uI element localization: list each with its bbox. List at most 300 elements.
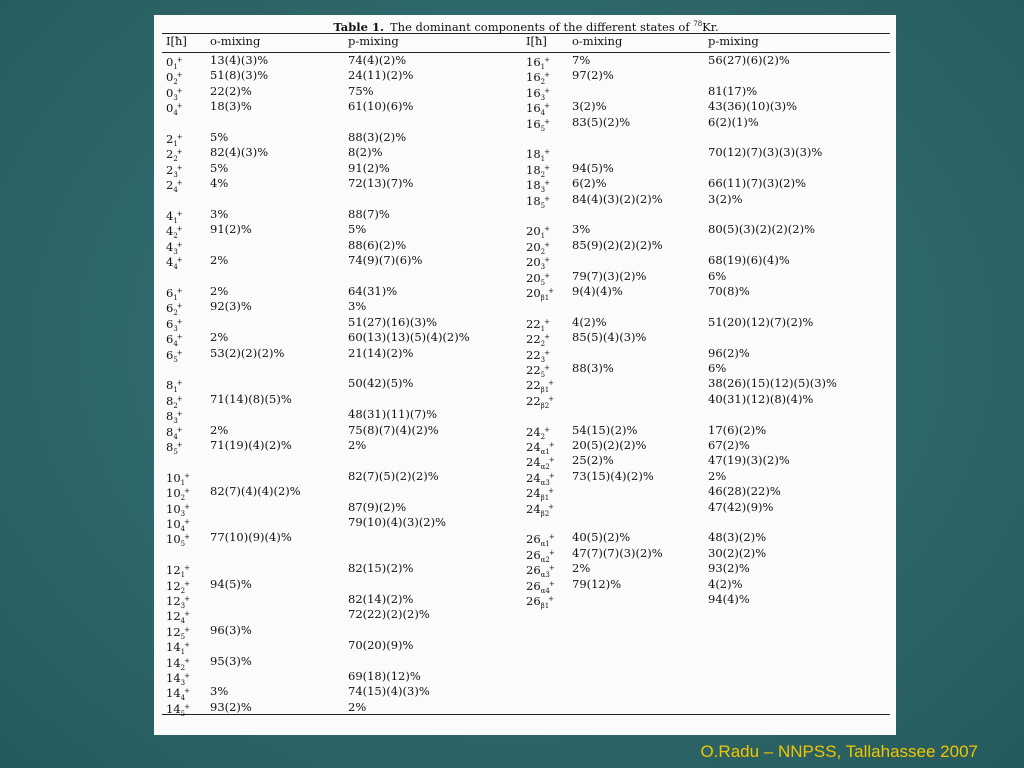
parity-plus: + <box>544 71 550 80</box>
spin-value: 22 <box>526 332 541 347</box>
table-row <box>162 192 890 208</box>
state-index: 5 <box>540 201 546 210</box>
o-mixing-right: 73(15)(4)(2)% <box>572 468 654 483</box>
parity-plus: + <box>184 702 190 711</box>
spin-value: 6 <box>166 347 174 362</box>
state-index: 2 <box>540 78 546 87</box>
o-mixing-left: 2% <box>210 422 229 437</box>
o-mixing-left: 91(2)% <box>210 222 252 237</box>
state-index: α2 <box>540 463 550 472</box>
spin-value: 24 <box>526 501 541 516</box>
parity-plus: + <box>184 672 190 680</box>
parity-plus: + <box>184 502 190 511</box>
o-mixing-left: 18(3)% <box>210 99 252 114</box>
spin-value: 16 <box>526 70 541 85</box>
spin-value: 4 <box>166 255 174 270</box>
parity-plus: + <box>176 179 183 188</box>
table-row <box>162 376 890 395</box>
state-index: α3 <box>540 478 550 487</box>
p-mixing-right: 48(3)(2)% <box>708 530 767 545</box>
p-mixing-right: 38(26)(15)(12)(5)(3)% <box>708 376 837 391</box>
parity-plus: + <box>548 456 555 465</box>
p-mixing-left: 61(10)(6)% <box>348 99 414 114</box>
o-mixing-left: 71(19)(4)(2)% <box>210 438 292 452</box>
parity-plus: + <box>176 163 183 172</box>
state-index: 2 <box>540 340 546 349</box>
o-mixing-left: 2% <box>210 330 229 345</box>
o-mixing-right: 83(5)(2)% <box>572 114 631 129</box>
table-row <box>162 500 890 516</box>
state-index: 2 <box>173 155 178 164</box>
p-mixing-left: 5% <box>348 222 367 237</box>
o-mixing-right: 97(2)% <box>572 68 614 83</box>
state-index: 3 <box>540 93 546 102</box>
parity-plus: + <box>176 86 183 95</box>
parity-plus: + <box>548 579 555 588</box>
spin-value: 2 <box>166 178 174 193</box>
spin-value: 26 <box>526 547 541 562</box>
state-index: 3 <box>173 417 178 426</box>
state-index: 1 <box>173 294 178 302</box>
spin-value: 8 <box>166 440 174 454</box>
p-mixing-left: 82(14)(2)% <box>348 592 414 606</box>
state-index: 3 <box>540 263 546 272</box>
o-mixing-left: 93(2)% <box>210 699 252 714</box>
state-index: 3 <box>540 355 546 364</box>
state-index: 2 <box>540 247 546 256</box>
parity-plus: + <box>544 56 550 64</box>
table-row <box>162 130 890 146</box>
o-mixing-left: 22(2)% <box>210 83 252 98</box>
state-index: α2 <box>540 555 550 564</box>
spin-value: 6 <box>166 332 174 347</box>
table-row <box>162 515 890 531</box>
spin-value: 14 <box>166 701 181 716</box>
table-row <box>162 222 890 241</box>
parity-plus: + <box>176 71 183 80</box>
o-mixing-right: 2% <box>572 561 591 576</box>
table-row <box>162 407 890 426</box>
state-index: 5 <box>173 355 178 364</box>
state-index: 5 <box>540 371 546 379</box>
table-row <box>162 577 890 593</box>
p-mixing-right: 66(11)(7)(3)(2)% <box>708 176 807 191</box>
parity-plus: + <box>548 287 555 295</box>
spin-value: 6 <box>166 316 174 331</box>
parity-plus: + <box>184 579 190 588</box>
parity-plus: + <box>176 102 183 111</box>
spin-value: 10 <box>166 486 181 501</box>
spin-value: 24 <box>526 470 541 485</box>
parity-plus: + <box>176 441 183 449</box>
p-mixing-left: 87(9)(2)% <box>348 499 407 514</box>
p-mixing-right: 17(6)(2)% <box>708 422 767 437</box>
state-index: 5 <box>180 632 186 641</box>
p-mixing-left: 2% <box>348 438 367 452</box>
spin-value: 18 <box>526 178 541 193</box>
parity-plus: + <box>176 210 183 218</box>
p-mixing-left: 91(2)% <box>348 160 390 175</box>
o-mixing-left: 95(3)% <box>210 653 252 668</box>
state-index: β1 <box>540 494 550 503</box>
spin-value: 24 <box>526 424 541 439</box>
o-mixing-right: 6(2)% <box>572 176 607 191</box>
caption-text: The dominant components of the different states of <box>390 19 690 34</box>
header-o-mixing-right: o-mixing <box>572 34 623 48</box>
state-index: 1 <box>173 386 178 395</box>
spin-value: 18 <box>526 193 541 208</box>
spin-value: 0 <box>166 101 174 116</box>
table-row <box>162 623 890 639</box>
state-index: 4 <box>173 186 178 195</box>
parity-plus: + <box>544 240 550 249</box>
state-index: 2 <box>173 309 178 318</box>
header-row <box>162 34 890 52</box>
o-mixing-right: 84(4)(3)(2)(2)% <box>572 191 663 206</box>
o-mixing-right: 3(2)% <box>572 99 607 114</box>
table-row <box>162 561 890 580</box>
p-mixing-right: 4(2)% <box>708 576 743 591</box>
o-mixing-left: 82(4)(3)% <box>210 145 269 160</box>
state-index: 5 <box>173 448 178 456</box>
p-mixing-left: 75(8)(7)(4)(2)% <box>348 422 439 437</box>
spin-value: 10 <box>166 470 181 485</box>
parity-plus: + <box>544 86 550 95</box>
spin-value: 4 <box>166 209 174 223</box>
p-mixing-right: 47(42)(9)% <box>708 499 774 514</box>
parity-plus: + <box>184 487 190 496</box>
spin-value: 8 <box>166 393 174 408</box>
table-row <box>162 592 890 608</box>
p-mixing-left: 8(2)% <box>348 145 383 160</box>
spin-value: 12 <box>166 563 181 578</box>
parity-plus: + <box>544 256 550 265</box>
spin-value: 26 <box>526 532 541 547</box>
o-mixing-right: 25(2)% <box>572 453 614 468</box>
o-mixing-left: 4% <box>210 176 229 191</box>
table-row <box>162 346 890 362</box>
o-mixing-left: 13(4)(3)% <box>210 53 269 67</box>
spin-value: 6 <box>166 286 174 300</box>
p-mixing-left: 50(42)(5)% <box>348 376 414 391</box>
spin-value: 0 <box>166 70 174 85</box>
o-mixing-left: 94(5)% <box>210 576 252 591</box>
table-row <box>162 68 890 87</box>
state-index: 5 <box>180 709 186 718</box>
spin-value: 22 <box>526 363 541 377</box>
parity-plus: + <box>176 56 183 64</box>
spin-value: 2 <box>166 147 174 162</box>
o-mixing-left: 96(3)% <box>210 622 252 637</box>
parity-plus: + <box>184 687 190 696</box>
state-index: 3 <box>173 247 178 256</box>
o-mixing-left: 77(10)(9)(4)% <box>210 530 292 545</box>
state-index: α3 <box>540 571 550 580</box>
p-mixing-left: 64(31)% <box>348 284 398 298</box>
spin-value: 8 <box>166 378 174 393</box>
caption-label: Table 1. <box>333 19 384 34</box>
o-mixing-right: 79(7)(3)(2)% <box>572 268 647 283</box>
spin-value: 12 <box>166 609 181 624</box>
table-row <box>162 330 890 349</box>
p-mixing-right: 96(2)% <box>708 345 750 360</box>
state-index: 3 <box>180 509 186 518</box>
spin-value: 20 <box>526 286 541 300</box>
state-index: β2 <box>540 509 550 518</box>
o-mixing-right: 47(7)(7)(3)(2)% <box>572 545 663 560</box>
state-index: 2 <box>180 494 186 503</box>
state-index: 2 <box>540 170 546 179</box>
state-index: 3 <box>180 602 186 610</box>
state-index: 1 <box>540 232 546 241</box>
table-row <box>162 145 890 164</box>
table-row <box>162 700 890 716</box>
spin-value: 14 <box>166 686 181 701</box>
p-mixing-right: 70(12)(7)(3)(3)(3)% <box>708 145 823 160</box>
parity-plus: + <box>548 502 555 511</box>
p-mixing-right: 2% <box>708 468 727 483</box>
p-mixing-right: 51(20)(12)(7)(2)% <box>708 314 814 329</box>
p-mixing-right: 43(36)(10)(3)% <box>708 99 798 114</box>
spin-value: 6 <box>166 301 174 316</box>
o-mixing-left: 71(14)(8)(5)% <box>210 391 292 406</box>
state-index: β2 <box>540 401 550 410</box>
isotope-symbol: Kr. <box>702 19 719 34</box>
state-index: β1 <box>540 602 550 610</box>
state-index: 1 <box>180 648 186 657</box>
table-row <box>162 484 890 503</box>
parity-plus: + <box>544 317 550 326</box>
p-mixing-left: 82(7)(5)(2)(2)% <box>348 468 439 483</box>
p-mixing-left: 82(15)(2)% <box>348 561 414 576</box>
table-row <box>162 469 890 485</box>
p-mixing-left: 48(31)(11)(7)% <box>348 407 438 422</box>
parity-plus: + <box>544 333 550 342</box>
spin-value: 20 <box>526 270 541 285</box>
spin-value: 22 <box>526 316 541 331</box>
state-index: 4 <box>180 617 186 626</box>
p-mixing-left: 72(22)(2)(2)% <box>348 607 430 622</box>
parity-plus: + <box>176 225 183 234</box>
state-index: 1 <box>180 571 186 580</box>
p-mixing-left: 70(20)(9)% <box>348 638 414 653</box>
spin-value: 4 <box>166 224 174 239</box>
table-body <box>162 53 890 718</box>
table-row <box>162 530 890 549</box>
table-caption <box>162 17 890 32</box>
table-row <box>162 669 890 685</box>
table-row <box>162 546 890 562</box>
header-p-mixing-left: p-mixing <box>348 34 399 48</box>
state-index: 2 <box>540 432 546 441</box>
slide-footer: O.Radu – NNPSS, Tallahassee 2007 <box>700 742 978 761</box>
o-mixing-right: 3% <box>572 222 591 237</box>
parity-plus: + <box>548 487 555 496</box>
p-mixing-right: 6% <box>708 268 727 283</box>
table-row <box>162 654 890 670</box>
spin-value: 26 <box>526 563 541 578</box>
parity-plus: + <box>176 133 183 141</box>
parity-plus: + <box>184 518 190 526</box>
parity-plus: + <box>176 256 183 265</box>
state-index: 3 <box>173 170 178 179</box>
parity-plus: + <box>544 102 550 111</box>
table-row <box>162 284 890 300</box>
state-index: α4 <box>540 586 550 595</box>
spin-value: 26 <box>526 578 541 593</box>
state-index: 3 <box>173 324 178 333</box>
parity-plus: + <box>548 533 555 542</box>
spin-value: 24 <box>526 455 541 470</box>
spin-value: 14 <box>166 671 181 685</box>
p-mixing-left: 21(14)(2)% <box>348 345 414 360</box>
o-mixing-left: 3% <box>210 684 229 699</box>
parity-plus: + <box>544 163 550 172</box>
state-index: β1 <box>540 386 550 395</box>
p-mixing-right: 68(19)(6)(4)% <box>708 253 790 268</box>
spin-value: 20 <box>526 239 541 254</box>
p-mixing-left: 69(18)(12)% <box>348 669 421 683</box>
p-mixing-right: 40(31)(12)(8)(4)% <box>708 391 814 406</box>
spin-value: 12 <box>166 578 181 593</box>
table-row <box>162 176 890 195</box>
table-row <box>162 684 890 703</box>
o-mixing-left: 2% <box>210 284 229 298</box>
spin-value: 22 <box>526 378 541 393</box>
parity-plus: + <box>548 394 555 403</box>
spin-value: 4 <box>166 239 174 254</box>
o-mixing-right: 7% <box>572 53 591 67</box>
p-mixing-right: 94(4)% <box>708 592 750 606</box>
header-o-mixing-left: o-mixing <box>210 34 261 48</box>
o-mixing-left: 53(2)(2)(2)% <box>210 345 285 360</box>
o-mixing-right: 85(9)(2)(2)(2)% <box>572 237 663 252</box>
parity-plus: + <box>176 240 183 249</box>
state-index: 1 <box>540 155 546 164</box>
table-row <box>162 115 890 131</box>
table-row <box>162 269 890 285</box>
state-index: 4 <box>173 432 178 441</box>
spin-value: 14 <box>166 640 181 655</box>
parity-plus: + <box>544 425 550 434</box>
parity-plus: + <box>548 548 555 557</box>
parity-plus: + <box>176 410 183 419</box>
table-row <box>162 315 890 331</box>
p-mixing-left: 3% <box>348 299 367 314</box>
parity-plus: + <box>548 379 555 388</box>
o-mixing-right: 94(5)% <box>572 160 614 175</box>
state-index: 1 <box>540 324 546 333</box>
parity-plus: + <box>176 302 183 311</box>
p-mixing-right: 46(28)(22)% <box>708 484 781 499</box>
spin-value: 20 <box>526 224 541 239</box>
p-mixing-left: 88(3)(2)% <box>348 130 407 144</box>
o-mixing-left: 2% <box>210 253 229 268</box>
o-mixing-right: 88(3)% <box>572 361 614 375</box>
spin-value: 12 <box>166 594 181 608</box>
state-index: 4 <box>173 340 178 349</box>
spin-value: 16 <box>526 116 541 131</box>
table-row <box>162 53 890 69</box>
p-mixing-right: 30(2)(2)% <box>708 545 767 560</box>
o-mixing-left: 82(7)(4)(4)(2)% <box>210 484 301 499</box>
table-row <box>162 438 890 454</box>
spin-value: 18 <box>526 147 541 162</box>
p-mixing-right: 80(5)(3)(2)(2)(2)% <box>708 222 816 237</box>
parity-plus: + <box>184 656 190 665</box>
state-index: 4 <box>173 263 178 272</box>
p-mixing-right: 56(27)(6)(2)% <box>708 53 790 67</box>
p-mixing-left: 74(15)(4)(3)% <box>348 684 430 699</box>
table-row <box>162 392 890 408</box>
spin-value: 10 <box>166 517 181 531</box>
p-mixing-left: 74(4)(2)% <box>348 53 407 67</box>
p-mixing-left: 72(13)(7)% <box>348 176 414 191</box>
spin-value: 24 <box>526 440 541 454</box>
spin-value: 0 <box>166 85 174 100</box>
header-p-mixing-right: p-mixing <box>708 34 759 48</box>
parity-plus: + <box>176 317 183 326</box>
parity-plus: + <box>544 348 550 357</box>
parity-plus: + <box>544 179 550 188</box>
state-index: 3 <box>180 679 186 687</box>
spin-value: 10 <box>166 532 181 547</box>
p-mixing-right: 6(2)(1)% <box>708 114 759 129</box>
spin-value: 16 <box>526 85 541 100</box>
state-index: 1 <box>540 63 546 71</box>
o-mixing-left: 5% <box>210 130 229 144</box>
table-row <box>162 453 890 472</box>
o-mixing-right: 40(5)(2)% <box>572 530 631 545</box>
o-mixing-right: 20(5)(2)(2)% <box>572 438 647 452</box>
parity-plus: + <box>548 564 555 573</box>
o-mixing-right: 54(15)(2)% <box>572 422 638 437</box>
spin-value: 18 <box>526 162 541 177</box>
parity-plus: + <box>548 595 555 603</box>
state-index: 1 <box>180 478 186 487</box>
parity-plus: + <box>544 364 550 372</box>
state-index: 2 <box>180 663 186 672</box>
state-index: 3 <box>540 186 546 195</box>
o-mixing-left: 51(8)(3)% <box>210 68 269 83</box>
state-index: 5 <box>540 124 546 133</box>
o-mixing-right: 79(12)% <box>572 576 622 591</box>
o-mixing-left: 5% <box>210 160 229 175</box>
parity-plus: + <box>544 148 550 157</box>
p-mixing-left: 88(6)(2)% <box>348 237 407 252</box>
parity-plus: + <box>176 379 183 388</box>
table-row <box>162 361 890 377</box>
spin-value: 14 <box>166 655 181 670</box>
spin-value: 16 <box>526 55 541 69</box>
p-mixing-left: 79(10)(4)(3)(2)% <box>348 515 447 529</box>
parity-plus: + <box>548 441 555 449</box>
p-mixing-left: 2% <box>348 699 367 714</box>
table-row <box>162 299 890 318</box>
spin-value: 8 <box>166 424 174 439</box>
table-row <box>162 99 890 118</box>
table-row <box>162 238 890 254</box>
spin-value: 8 <box>166 409 174 424</box>
table-row <box>162 84 890 100</box>
state-index: 2 <box>180 586 186 595</box>
parity-plus: + <box>176 148 183 157</box>
state-index: α1 <box>540 448 550 456</box>
o-mixing-right: 9(4)(4)% <box>572 284 623 298</box>
parity-plus: + <box>544 271 550 280</box>
spin-value: 24 <box>526 486 541 501</box>
spin-value: 10 <box>166 501 181 516</box>
